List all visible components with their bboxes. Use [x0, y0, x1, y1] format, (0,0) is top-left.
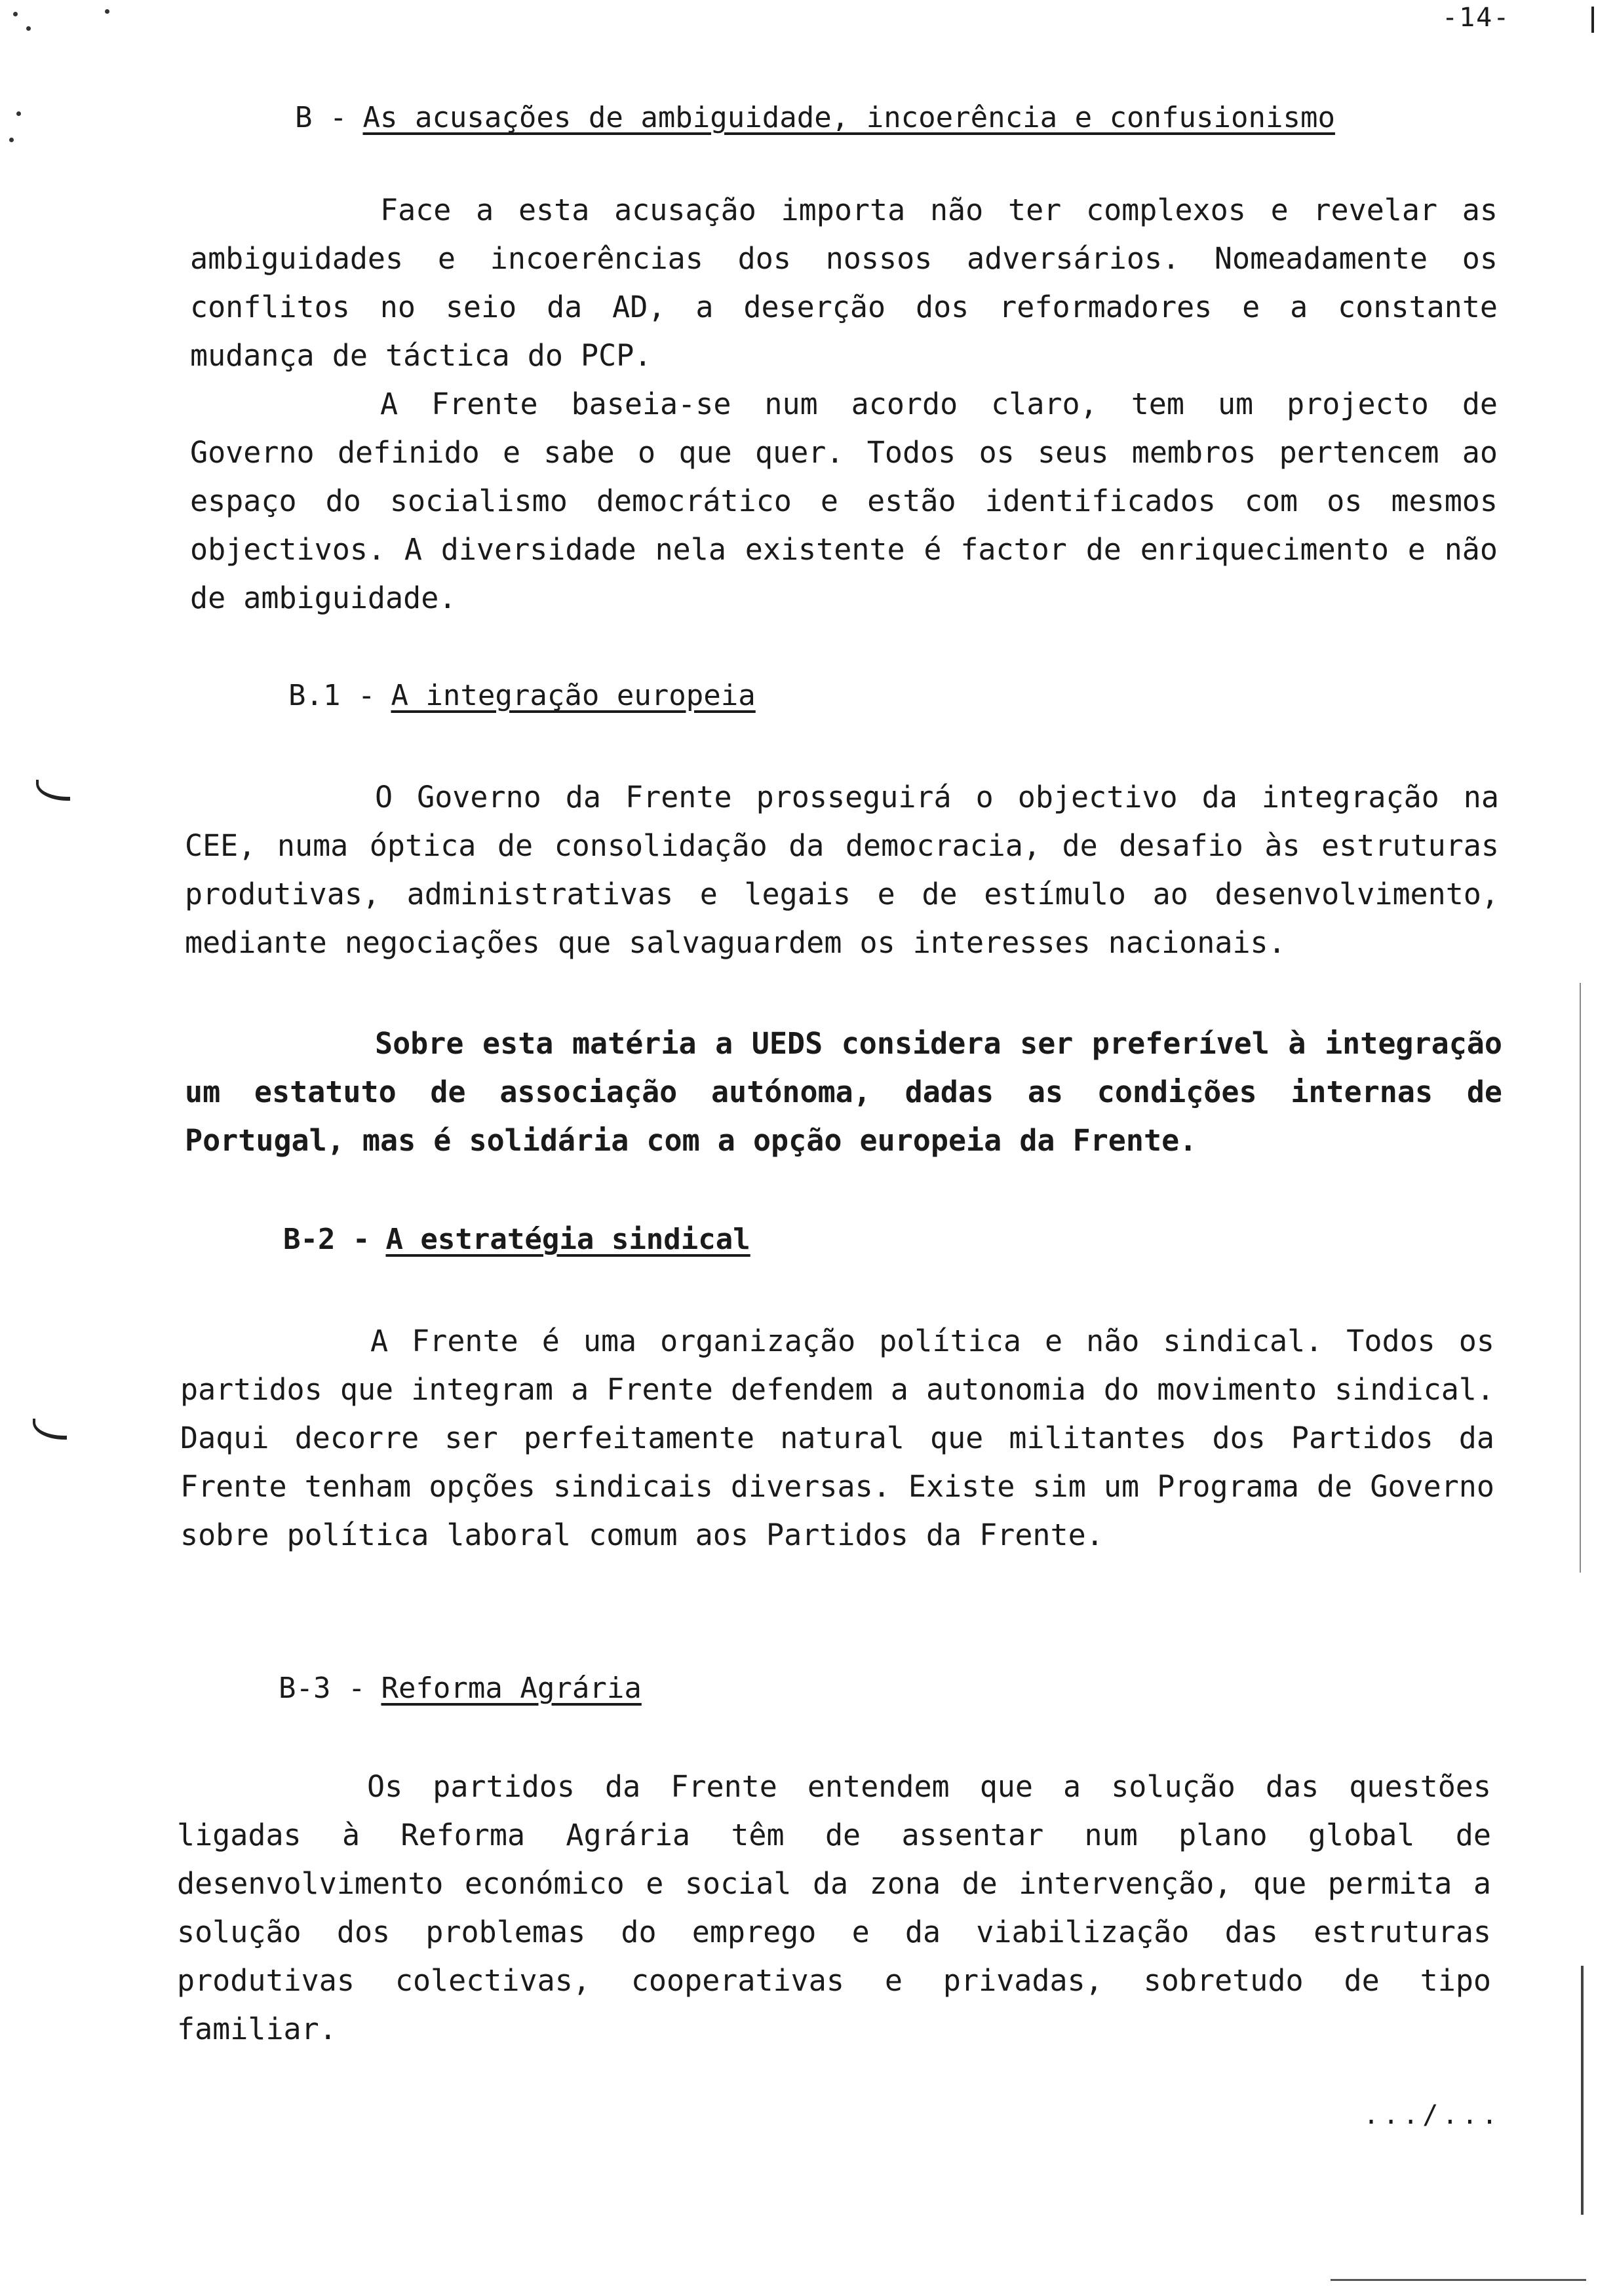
- page-number: -14-: [1442, 3, 1511, 33]
- section-b-paragraph-2: A Frente baseia-se num acordo claro, tem um projecto de Governo definido e sabe o que quer. Todos os seus membros pertencem ao espaço do socialismo democrático e estão identificados com os mesmos objectivos. A diversidade nela existente é factor de enriquecimento e não de ambiguidade.: [190, 387, 1498, 615]
- section-b3-paragraph-1: Os partidos da Frente entendem que a solução das questões ligadas à Reforma Agrária têm de assentar num plano global de desenvolvimento económico e social da zona de intervenção, que permita a solução dos problemas do emprego e da viabilização das estruturas produtivas colectivas, cooperativas e privadas, sobretudo de tipo familiar.: [177, 1769, 1491, 2046]
- section-b2-label: B-2 -: [283, 1223, 370, 1256]
- section-b2-title: A estratégia sindical: [385, 1223, 750, 1256]
- continuation-marker: .../...: [1363, 2100, 1502, 2130]
- edge-line: [1331, 2279, 1586, 2281]
- scan-speck: [16, 111, 21, 116]
- section-b1-paragraph-1: O Governo da Frente prosseguirá o objectivo da integração na CEE, numa óptica de consolidação da democracia, de desafio às estruturas produtivas, administrativas e legais e de estímulo ao desenvolvimento, mediante negociações que salvaguardem os interesses nacionais.: [185, 780, 1499, 960]
- section-b3-heading: [279, 1674, 642, 1703]
- edge-line: [1581, 1966, 1584, 2215]
- section-b3-title: Reforma Agrária: [381, 1672, 642, 1705]
- section-b1-heading: [288, 681, 756, 710]
- section-b1-title: A integração europeia: [391, 679, 756, 712]
- section-b-heading: [295, 101, 1335, 134]
- edge-mark: [1591, 7, 1594, 33]
- scan-speck: [26, 26, 31, 31]
- section-b1-label: B.1 -: [288, 679, 376, 712]
- edge-line: [1580, 983, 1581, 1573]
- section-b-paragraph-1: Face a esta acusação importa não ter complexos e revelar as ambiguidades e incoerências dos nossos adversários. Nomeadamente os conflitos no seio da AD, a deserção dos reformadores e a constante mudança de táctica do PCP.: [190, 193, 1498, 373]
- scan-speck: [105, 9, 109, 14]
- binding-hole-mark: [36, 780, 70, 801]
- binding-hole-mark: [33, 1419, 67, 1440]
- scan-speck: [9, 138, 14, 142]
- section-b3-label: B-3 -: [279, 1672, 366, 1705]
- section-b-title: As acusações de ambiguidade, incoerência e confusionismo: [362, 101, 1335, 134]
- section-b-label: B -: [295, 101, 347, 134]
- section-b2-paragraph-1: A Frente é uma organização política e não sindical. Todos os partidos que integram a Frente defendem a autonomia do movimento sindical. Daqui decorre ser perfeitamente natural que militantes dos Partidos da Frente tenham opções sindicais diversas. Existe sim um Programa de Governo sobre política laboral comum aos Partidos da Frente.: [180, 1324, 1494, 1552]
- scan-speck: [13, 12, 18, 16]
- section-b2-heading: [283, 1225, 750, 1254]
- section-b1-paragraph-2: Sobre esta matéria a UEDS considera ser preferível à integração um estatuto de associação autónoma, dadas as condições internas de Portugal, mas é solidária com a opção europeia da Frente.: [185, 1026, 1502, 1158]
